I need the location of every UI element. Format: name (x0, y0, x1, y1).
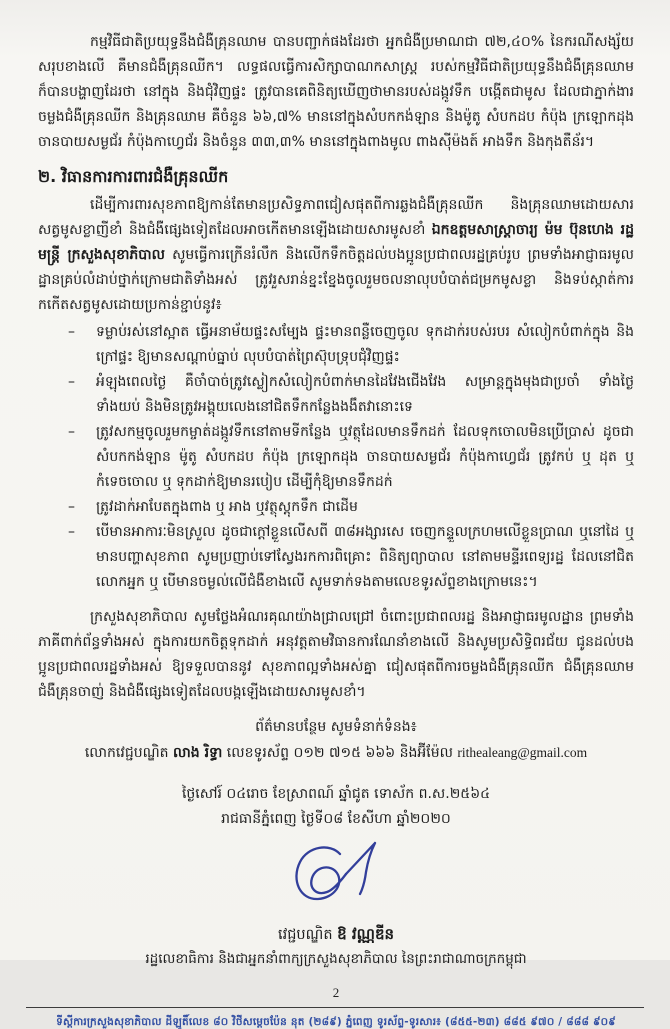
list-item (38, 520, 634, 595)
footer-address: ទីស្តីការក្រសួងសុខាភិបាល ដីឡូតិ៍លេខ ៨០ វិថីសម្តេចប៉ែន នុត (២៨៩) ភ្នំពេញ ទូរស័ព្ទ-ទូរសារ៖ (៨៥៥-២៣) ៨៨៥ ៩៧០ / ៨៨៨ ៩០៩ (56, 1016, 616, 1028)
dash-marker: – (68, 374, 75, 390)
list-item-text: ទម្លាប់រស់នៅស្អាត ធ្វើអនាម័យផ្ទះសម្បែង ផ្ទះមានពន្លឺចេញចូល ទុកដាក់របស់របរ សំលៀកបំពាក់ក្នុង និងក្រៅផ្ទះ ឱ្យមានសណ្តាប់ធ្នាប់ លុបបំបាត់ព្រៃស៊ុបទ្រុបជុំវិញផ្ទះ (96, 324, 634, 365)
dateline-gregorian: រាជធានីភ្នំពេញ ថ្ងៃទី០៨ ខែសីហា ឆ្នាំ២០២០ (221, 811, 451, 827)
minister-name-bold: ឯកឧត្តមសាស្ត្រាចារ្យ ម៉ម ប៊ុនហេង រដ្ឋមន្ត្រី ក្រសួងសុខាភិបាល (38, 222, 634, 263)
contact-line (38, 740, 634, 766)
signer-name-line (38, 922, 634, 947)
dash-marker: – (68, 524, 75, 540)
list-item (38, 420, 634, 495)
list-item-text: អំឡុងពេលថ្ងៃ គឺចាំបាច់ត្រូវស្លៀកសំលៀកបំពាក់មានដៃវែងជើងវែង សម្រាន្តក្នុងមុងជាប្រចាំ ទាំងថ្ងៃទាំងយប់ និងមិនត្រូវអង្គុយលេងនៅជិតទឹកកន្លែងងងឹតវានោះទេ (96, 374, 634, 415)
list-item-text: បើមានអាការៈមិនស្រួល ដូចជាក្តៅខ្លួនលើសពី ៣៨អង្សារសេ ចេញកន្ទួលក្រហមលើខ្លួនប្រាណ ឬនៅដៃ ឬមានបញ្ហាសុខភាព សូមប្រញាប់ទៅស្វែងរកការពិគ្រោះ ពិនិត្យព្យាបាល នៅតាមមន្ទីរពេទ្យរដ្ឋ ដែលនៅជិតលោកអ្នក ឬ បើមានចម្ងល់លើជំងឺខាងលើ សូមទាក់ទងតាមលេខទូរស័ព្ទខាងក្រោមនេះ។ (96, 524, 634, 590)
footer-divider (26, 1007, 644, 1008)
signature-area (38, 838, 634, 922)
dash-marker: – (68, 499, 75, 515)
list-item (38, 320, 634, 370)
section-2-intro (38, 193, 634, 318)
contact-doctor-name: លាង រិទ្ធា (173, 745, 223, 761)
list-item-text: ត្រូវដាក់អាបែតក្នុងពាង ឬ អាង ឬវត្ថុស្តុកទឹក ជាដើម (96, 499, 358, 515)
prevention-measures-list (38, 320, 634, 595)
contact-heading: ព័ត៌មានបន្ថែម សូមទំនាក់ទំនង៖ (255, 719, 417, 735)
signer-title: វេជ្ជបណ្ឌិត (278, 927, 338, 943)
section-2-heading: ២. វិធានការការពារជំងឺគ្រុនឈីក (38, 167, 229, 186)
dateline-lunar: ថ្ងៃសៅរ៍ ០៤រោច ខែស្រាពណ៍ ឆ្នាំជូត ទោស័ក ព.ស.២៥៦៤ (181, 786, 491, 802)
signer-name-bold: ឱ វណ្ណឌីន (337, 925, 394, 943)
handwritten-signature-icon (280, 838, 392, 920)
dash-marker: – (68, 424, 75, 440)
closing-paragraph: ក្រសួងសុខាភិបាល សូមថ្លែងអំណរគុណយ៉ាងជ្រាលជ្រៅ ចំពោះប្រជាពលរដ្ឋ និងអាជ្ញាធរមូលដ្ឋាន ព្រមទាំងភាគីពាក់ព័ន្ធទាំងអស់ ក្នុងការយកចិត្តទុកដាក់ អនុវត្តតាមវិធានការណែនាំខាងលើ និងសូមប្រសិទ្ធិពរជ័យ ជូនដល់បងប្អូនប្រជាពលរដ្ឋទាំងអស់ ឱ្យទទួលបាននូវ សុខភាពល្អទាំងអស់គ្នា ជៀសផុតពីការចម្លងជំងឺគ្រុនឈីក ជំងឺគ្រុនឈាម ជំងឺគ្រុនចាញ់ និងជំងឺផ្សេងទៀតដែលបង្កឡើងដោយសារមូសខាំ។ (38, 609, 634, 700)
list-item (38, 370, 634, 420)
contact-email: rithealeang@gmail.com (457, 745, 588, 760)
list-item (38, 495, 634, 520)
signer-role-line: រដ្ឋលេខាធិការ និងជាអ្នកនាំពាក្យក្រសួងសុខាភិបាល នៃព្រះរាជាណាចក្រកម្ពុជា (145, 951, 527, 967)
dash-marker: – (68, 324, 75, 340)
paragraph-dengue-statistics: កម្មវិធីជាតិប្រយុទ្ធនឹងជំងឺគ្រុនឈាម បានបញ្ជាក់ផងដែរថា អ្នកជំងឺប្រមាណជា ៧២,៤០% នៃករណីសង្ស័យសរុបខាងលើ គឺមានជំងឺគ្រុនឈីក។ លទ្ធផលធ្វើការសិក្សាបាណកសាស្ត្រ របស់កម្មវិធីជាតិប្រយុទ្ធនឹងជំងឺគ្រុនឈាម ក៏បានបង្ហាញដែរថា នៅក្នុង និងជុំវិញផ្ទះ ត្រូវបានគេពិនិត្យឃើញថាមានរបស់ដង្កូវទឹក បង្កើតជាមូស ដែលជាភ្នាក់ងារចម្លងជំងឺគ្រុនឈីក និងគ្រុនឈាម គឺចំនួន ៦៦,៧% មាននៅក្នុងសំបកកង់ឡាន និងម៉ូតូ សំបកដប កំប៉ុង ក្រឡោកដុង ចានបាយសម្ងជ័រ កំប៉ុងកាហ្វេជ័រ និងចំនួន ៣៣,៣% មាននៅក្នុងពាងមូល ពាងស៊ីម៉ងត៍ អាងទឹក និងកុងតឺន័រ។ (38, 34, 634, 150)
section-2-intro-text-before: ដើម្បីការពារសុខភាពឱ្យកាន់តែមានប្រសិទ្ធភាពជៀសផុតពីការឆ្លងជំងឺគ្រុនឈីក និងគ្រុនឈាមដោយសារសត្វមូសខ្លាញីខាំ និងជំងឺផ្សេងទៀតដែលអាចកើតមានឡើងដោយសារមូសខាំ (38, 197, 634, 238)
contact-phone-text: លេខទូរស័ព្ទ ០១២ ៧១៥ ៦៦៦ និងអ៊ីម៉ែល (222, 745, 458, 761)
contact-prefix: លោកវេជ្ជបណ្ឌិត (84, 745, 174, 761)
section-2-intro-text-after: សូមធ្វើការក្រើនរំលឹក និងលើកទឹកចិត្តដល់បងប្អូនប្រជាពលរដ្ឋគ្រប់រូប ព្រមទាំងអាជ្ញាធរមូលដ្ឋានគ្រប់លំដាប់ថ្នាក់ក្រោមជាតិទាំងអស់ ត្រូវរួសរាន់ខ្នះខ្នែងចូលរួមចលនាលុបបំបាត់ជម្រកមូសខ្លា និងទប់ស្កាត់ការកកើតសត្វមូសដោយប្រកាន់ខ្ជាប់នូវ៖ (38, 247, 634, 313)
list-item-text: ត្រូវសកម្មចូលរួមកម្ចាត់ដង្កូវទឹកនៅតាមទីកន្លែង ឬវត្ថុដែលមានទឹកដក់ ដែលទុកចោលមិនប្រើប្រាស់ ដូចជាសំបកកង់ឡាន ម៉ូតូ សំបកដប កំប៉ុង ក្រឡោកដុង ចានបាយសម្ងជ័រ កំប៉ុងកាហ្វេជ័រ ត្រូវកប់ ឬ ដុត ឬ កំទេចចោល ឬ ទុកដាក់ឱ្យមានរបៀប ដើម្បីកុំឱ្យមានទឹកដក់ (96, 424, 634, 490)
page-number: 2 (332, 985, 340, 1000)
